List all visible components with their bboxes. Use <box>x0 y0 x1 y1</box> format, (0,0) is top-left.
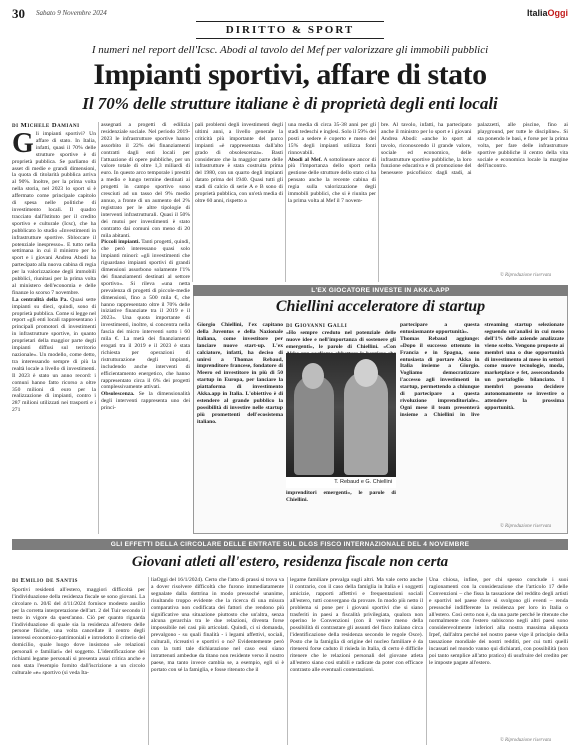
gli-rights: © Riproduzione riservata <box>500 738 552 743</box>
page-number: 30 <box>12 6 25 21</box>
main-col-4: una media di circa 35-38 anni per gli stadi tedeschi e inglesi. Solo il 59% dei posti a sedere è coperto e meno del 15% degli impianti utilizza fonti rinnovabili. Abodi al Mef. A sottolineare ancor di più l'importanza dello sport nella gestione delle strutture dello stato ci ha pensato anche la recente cabina di regia sulla valorizzazione degli immobili pubblici, che si è riunita per la prima volta al Mef il 7 novem- <box>288 122 376 204</box>
main-rights: © Riproduzione riservata <box>500 273 552 278</box>
gli-headline: Giovani atleti all'estero, residenza fiscale non certa <box>131 554 449 570</box>
main-col-3: pali problemi degli investimenti degli ultimi anni, a livello generale la criticità più importante del parco impianti «è rappresentata dall'alto grado di obsolescenza». Basti considerare che la maggior parte delle infrastrutture è stata costruita prima del 1980, con un quarto degli impianti datato prima del 1940. Quasi tutti gli stadi di calcio di serie A e B sono di proprietà pubblica, con un'età media di oltre 60 anni, rispetto a <box>195 122 283 204</box>
main-subheadline: Il 70% delle strutture italiane è di proprietà degli enti locali <box>82 94 498 113</box>
main-col-5: bre. Al tavolo, infatti, ha partecipato anche il ministro per lo sport e i giovani Andrea Abodi: «anche lo sport al tavolo, riconoscendo il grande valore, sociale ed economico, delle infrastrutture sportive pubbliche, la loro funzione educativa e di promozione del benessere psicofisico: dagli stadi, ai palazzetti, alle piscine, fino ai playground, per tutte le discipline». Si sta ponendo le basi, e forse per la prima volta, per fare delle infrastrutture sportive pubbliche il centro della vita sociale e economica locale la margine dell'incontro. <box>381 122 568 177</box>
photo-caption: T. Rebaud e G. Chiellini <box>286 477 396 488</box>
main-byline: di Michele Damiani <box>12 122 80 129</box>
akka-byline: di Giovanni Galli <box>286 322 348 329</box>
gli-col-3: legame familiare prevalga sugli altri. Ma vale certo anche il contrario, con il caso della famiglia in Italia e i soggetti amicizie, rapporti affettivi e frequentazioni sociali all'estero, tutti convergano da provare. In modo più netto il problema si pone per i giovani sportivi che si siano trasferiti in paesi a fiscalità privilegiata, qualora non operino le Convenzioni (con il venire meno della possibilità di contrastare gli assunti del fisco italiano circa l'identificazione della residenza secondo le regole Osce). Posto che la famiglia di origine del nucleo familiare è da ritenersi forse caduto il risieda in Italia, di certo è difficile ritenere che le relazioni personali del giovane atleta all'estero siano così stabili e radicate da poter con efficace contrasto alle eventuali contestazioni. <box>290 577 423 673</box>
newspaper-logo: ItaliaOggi <box>526 8 568 18</box>
section-title: DIRITTO & SPORT <box>196 21 384 39</box>
gli-col-2: liaOggi del 16/1/2024). Certo che l'atto di prassi si trova va a dover risolvere difficoltà che furono immediatamente segnalate dalla dottrina in modo pressoché unanime, risultando troppo evidente che la ricerca di una misura comparativa non codificata dei fattori che rendono più significative una situazione piuttosto che un'altra, senza alcuna gerarchia tra le due relazioni, diventa forse impossibile nei casi più articolati. Quindi, ci si domanda, prevalgono - su quali finalità - i legami affettivi, sociali, culturali, ricreativi e sportivi o no? Evidentemente però con la tutti tale dichiarazione nel caso essi siano intrattenuti ambedue da titano non residente verso il nostro paese, ma tanto invece cambia se, a esempio, egli si è portato con sé la famiglia, e fosse ritenuto che il <box>151 577 284 673</box>
page-header <box>12 6 568 22</box>
drop-cap: G <box>12 128 34 159</box>
main-kicker: I numeri nel report dell'Icsc. Abodi al tavolo del Mef per valorizzare gli immobili pubblici <box>91 44 489 56</box>
akka-col-1: Giorgio Chiellini, l'ex capitano della Juventus e della Nazionale italiana, come investitore per lanciare nuove start-up. L'ex calciatore, infatti, ha deciso di unirsi a Thomas Rebaud, imprenditore francese, fondatore di Meero ed investitore in più di 50 startup in Europa, per lanciare la piattaforma di investimento Akka.app in Italia. L'obiettivo è di estendere al grande pubblico la possibilità di investire nelle startup più promettenti dell'ecosistema italiano. <box>197 322 283 425</box>
gli-col-4: Una chiosa, infine, per chi spesso conclude i suoi ragionamenti con la considerazione che l'articolo 17 delle Convenzioni – che fissa la tassazione del reddito degli artisti e sportivi nel paese dove si svolgono gli eventi – renda pressoché indifferente la residenza per loro in Italia o all'estero. Così certo non è, da una parte perché le ritenute che normalmente con l'estero subiscono negli altri paesi sono considerevolmente inferiori alla nostra massima aliquota Irpef, dall'altra perché nel nostro paese vige il principio della tassazione mondiale dei nostri redditi, per cui tutti quelli incassati nel mondo vanno qui dichiarati, con possibilità (non poi tanto semplice all'atto pratico) di usufruire del credito per le imposte pagate all'estero. <box>429 577 568 666</box>
akka-col-3: partecipare a questa entusiasmante opportunità». Thomas Rebaud aggiunge: «Dopo il successo ottenuto in Francia e in Spagna, sono entusiasta di portare Akka in Italia insieme a Giorgio. Vogliamo democratizzare l'accesso agli investimenti in startup, permettendo a chiunque di partecipare a questa rivoluzione imprenditoriale». Ogni mese il team presenterà insieme a Chiellini in live streaming startup selezionate seguendo un'analisi in cui meno dell'1% delle aziende analizzate viene scelto. Vengono proposte ai membri una o due opportunità di investimento al mese in settori come nuove tecnologie, moda, marketplace e fet, assecondando un portafoglio bilanciato. I membri possono decidere autonomamente se investire o attendere la prossima opportunità. <box>400 322 564 418</box>
chiellini-rebaud-photo <box>286 353 396 488</box>
akka-kicker: L'EX GIOCATORE INVESTE IN AKKA.APP <box>193 285 568 296</box>
akka-headline: Chiellini acceleratore di startup <box>275 298 486 315</box>
main-col-2: assegnati a progetti di edilizia residenziale sociale. Nel periodo 2019-2023 le infrastrutture sportive hanno assorbito il 22% dei finanziamenti contratti dagli enti locali per l'attuazione di opere pubbliche, per un valore totale di oltre 1,3 miliardi di euro. In questo arco temporale i prestiti a medio e lungo termine destinati ai progetti in campo sportivo sono cresciuti ad un tasso del 9% medio annuo, a fronte di un aumento del 2% registrato per le altre tipologie di interventi infrastrutturali. Quasi il 50% dei mutui per investimenti è stato contratto dai comuni con meno di 20 mila abitanti. Piccoli impianti. Tanti progetti, quindi, che però interessano quasi solo impianti minori: «gli investimenti che riguardano impianti sportivi di grandi dimensioni assorbono solamente l'1% dei finanziamenti destinati al settore sportivo». Si rileva «una netta prevalenza di progetti di piccole-medie dimensioni, fino a 500 mila €, che hanno rappresentato oltre il 70% delle iniziative finanziate tra il 2019 e il 2023». Una quota importante di investimenti, inoltre, si concentra nella fascia dei micro interventi sotto i 60 mila €. La metà dei finanziamenti erogati tra il 2019 e il 2023 è stata richiesta per operazioni di ristrutturazione degli impianti, includendo anche interventi di efficientamento energetico, che hanno rappresentato circa il 6% dei progetti complessivamente attivati. Obsolescenza. Se la dimensionalità degli interventi rappresenta uno dei princi- <box>101 122 191 412</box>
gli-kicker: GLI EFFETTI DELLA CIRCOLARE DELLE ENTRATE SUL DLGS FISCO INTERNAZIONALE DEL 4 NOVEMBRE <box>12 539 568 550</box>
akka-rights: © Riproduzione riservata <box>500 524 552 529</box>
gli-col-1: Sportivi residenti all'estero, maggiori difficoltà per l'individuazione della residenza fiscale se sono giovani. La circolare n. 20/E del 4/11/2024 fornisce modesto ausilio per la corretta interpretazione dell'art. 2 del Tuir secondo il testo in vigore da quest'anno. Ciò per quanto riguarda l'individuazione di quale sia la residenza all'estero delle persone fisiche, una volta cancellate il centro degli interessi economico-patrimoniali e introdotto il criterio del domicilio, quale luogo dove insistono «le relazioni personali e familiari» del soggetto. L'identificazione dei richiami legame personali si presenta assai critica anche e non stata l'esempio fornito dall'iscrizione a un circolo culturale «e» sportivo (si veda Ita- <box>12 587 145 676</box>
main-col-1: Gli impianti sportivi? Un affare di stato. In Italia, infatti, quasi il 70% delle strutture sportive è di proprietà pubblica. Se parliamo di asset di medie e grandi dimensioni, la quota di titolarità pubblica arriva al 90%. Inoltre, per la prima volta nella storia, nel 2023 lo sport si è affermato come principale capitolo di spesa nelle politiche di investimento locali. Il quadro tracciato dall'Istituto per il credito sportivo e culturale (Icsc), che ha pubblicato lo studio «Investimenti in infrastrutture sportive. Sbloccare il potenziale inespresso». E tutto nella settimana in cui il ministro per lo sport e i giovani Andrea Abodi ha partecipato alla nuova cabina di regia per la valorizzazione degli immobili pubblici, riunitasi per la prima volta al ministero dell'economia e delle finanze lo scorso 7 novembre. La centralità della Pa. Quasi sette impianti su dieci, quindi, sono di proprietà pubblica. Come si legge nel report «gli enti locali rappresentano i principali promotori di investimenti in infrastrutture sportive, in quanto proprietari della maggior parte degli impianti diffusi sul territorio nazionale». Un modello, come detto, tra interessando sempre di più la realtà locale a livello di investimenti. Il 2023 è stato un anno record: i comuni hanno fatto ricorso a oltre 350 milioni di euro per la realizzazione di impianti, contro i 287 milioni utilizzati nei trasporti e i 271 <box>12 128 96 414</box>
main-headline: Impianti sportivi, affare di stato <box>93 58 487 91</box>
issue-date: Sabato 9 Novembre 2024 <box>36 9 107 17</box>
gli-byline: di Emilio de Santis <box>12 577 78 584</box>
akka-col-2: «Ho sempre creduto nel potenziale delle nuove idee e nell'importanza di sostenere gli emergenti», le parole di Chiellini. «Con <box>286 330 396 350</box>
akka-col-2b: imprenditori emergenti», le parole di Chiellini. <box>286 490 396 503</box>
